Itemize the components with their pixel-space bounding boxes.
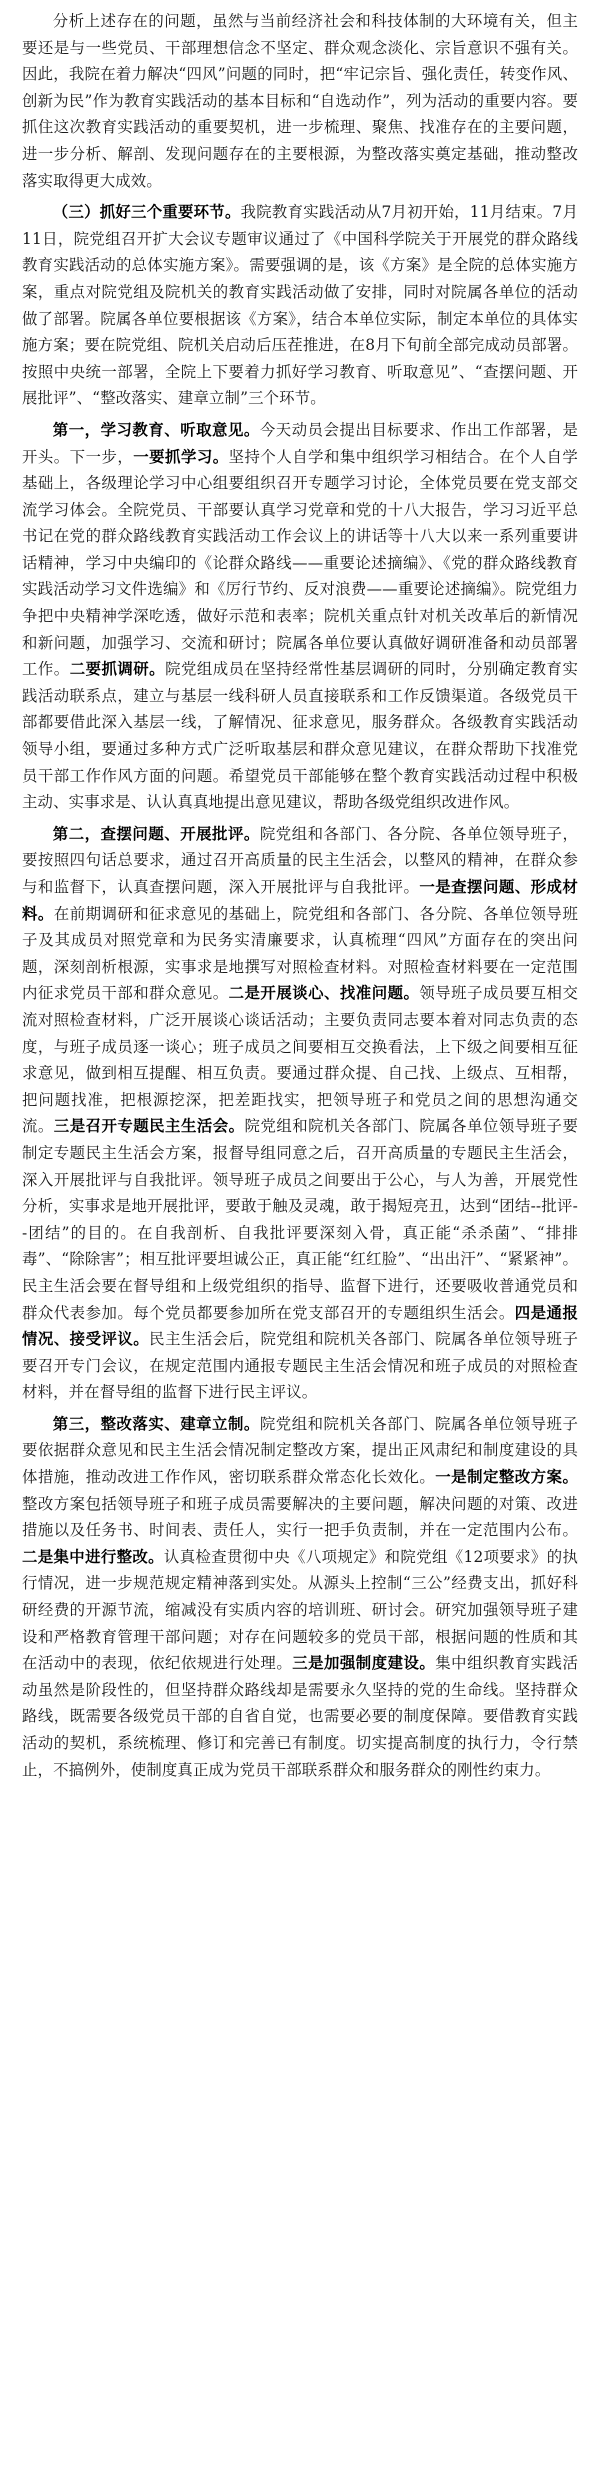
item-heading: 二是集中进行整改。 — [22, 1547, 164, 1566]
paragraph-text: 院党组和各部门、各分院、各单位领导班子，要按照四句话总要求，通过召开高质量的民主生活会，以整风的精神，在群众参与和监督下，认真查摆问题，深入开展批评与自我批评。 — [22, 824, 578, 896]
paragraph-text: 院党组和院机关各部门、院属各单位领导班子要依据群众意见和民主生活会情况制定整改方案，提出正风肃纪和制度建设的具体措施，推动改进工作作风，密切联系群众常态化长效化。 — [22, 1414, 578, 1487]
paragraph-three-key-links — [22, 199, 578, 412]
paragraph-text: 认真检查贯彻中央《八项规定》和院党组《12项要求》的执行情况，进一步规范规定精神落到实处。从源头上控制“三公”经费支出，抓好科研经费的开源节流，缩减没有实质内容的培训班、研讨会。研究加强领导班子建设和严格教育管理干部问题；对存在问题较多的党员干部，根据问题的性质和其在活动中的表现，依纪依规进行处理。 — [22, 1547, 578, 1673]
paragraph-text: 坚持个人自学和集中组织学习相结合。在个人自学基础上，各级理论学习中心组要组织召开专题学习讨论，全体党员要在党支部交流学习体会。全院党员、干部要认真学习党章和党的十八大报告，学习习近平总书记在党的群众路线教育实践活动工作会议上的讲话等十八大以来一系列重要讲话精神，学习中央编印的《论群众路线——重要论述摘编》、《党的群众路线教育实践活动学习文件选编》和《厉行节约、反对浪费——重要论述摘编》。院党组力争把中央精神学深吃透，做好示范和表率；院机关重点针对机关改革后的新情况和新问题，加强学习、交流和研讨；院属各单位要认真做好调研准备和动员部署工作。 — [22, 447, 578, 679]
paragraph-text: 我院教育实践活动从7月初开始，11月结束。7月11日，院党组召开扩大会议专题审议通过了《中国科学院关于开展党的群众路线教育实践活动的总体实施方案》。需要强调的是，该《方案》是全院的总体实施方案，重点对院党组及院机关的教育实践活动做了安排，同时对院属各单位的活动做了部署。院属各单位要根据该《方案》，结合本单位实际，制定本单位的具体实施方案；要在院党组、院机关启动后压茬推进，在8月下旬前全部完成动员部署。按照中央统一部署，全院上下要着力抓好学习教育、听取意见”、“查摆问题、开展批评”、“整改落实、建章立制”三个环节。 — [22, 203, 578, 408]
item-heading: 四是通报情况、接受评议。 — [22, 1303, 578, 1349]
step-heading: 第二，查摆问题、开展批评。 — [52, 824, 260, 843]
step-heading: 第三，整改落实、建章立制。 — [52, 1414, 260, 1433]
paragraph-problem-analysis — [22, 8, 578, 194]
paragraph-find-problems-and-criticism — [22, 821, 578, 1406]
item-heading: 三是加强制度建设。 — [292, 1654, 436, 1673]
paragraph-text: 民主生活会后，院党组和院机关各部门、院属各单位领导班子要召开专门会议，在规定范围内通报专题民主生活会情况和班子成员的对照检查材料，并在督导组的监督下进行民主评议。 — [22, 1330, 578, 1402]
item-heading: 三是召开专题民主生活会。 — [53, 1117, 245, 1136]
paragraph-study-and-listen — [22, 417, 578, 816]
paragraph-text: 院党组和院机关各部门、院属各单位领导班子要制定专题民主生活会方案，报督导组同意之后，召开高质量的专题民主生活会，深入开展批评与自我批评。领导班子成员之间要出于公心，与人为善，开展党性分析，实事求是地开展批评，要敢于触及灵魂，敢于揭短亮丑，达到“团结--批评--团结”的目的。在自我剖析、自我批评要深刻入骨，真正能“杀杀菌”、“排排毒”、“除除害”；相互批评要坦诚公正，真正能“红红脸”、“出出汗”、“紧紧神”。民主生活会要在督导组和上级党组织的指导、监督下进行，还要吸收普通党员和群众代表参加。每个党员都要参加所在党支部召开的专题组织生活会。 — [22, 1117, 578, 1322]
section-heading: （三）抓好三个重要环节。 — [52, 203, 241, 222]
item-heading: 一是查摆问题、形成材料。 — [22, 878, 578, 923]
paragraph-text: 整改方案包括领导班子和班子成员需要解决的主要问题，解决问题的对策、改进措施以及任务书、时间表、责任人，实行一把手负责制，并在一定范围内公布。 — [22, 1494, 578, 1540]
item-heading: 二要抓调研。 — [69, 660, 166, 679]
paragraph-text: 集中组织教育实践活动虽然是阶段性的，但坚持群众路线却是需要永久坚持的党的生命线。坚持群众路线，既需要各级党员干部的自省自觉，也需要必要的制度保障。要借教育实践活动的契机，系统梳理、修订和完善已有制度。切实提高制度的执行力，令行禁止，不搞例外，使制度真正成为党员干部联系群众和服务群众的刚性约束力。 — [22, 1654, 578, 1779]
paragraph-text: 领导班子成员要互相交流对照检查材料，广泛开展谈心谈话活动；主要负责同志要本着对同志负责的态度，与班子成员逐一谈心；班子成员之间要相互交换看法，上下级之间要相互征求意见，做到相互提醒、相互负责。要通过群众提、自己找、上级点、互相帮，把问题找准，把根源挖深，把差距找实，把领导班子和党员之间的思想沟通交流。 — [22, 984, 578, 1136]
paragraph-rectify-and-build-rules — [22, 1411, 578, 1783]
step-heading: 第一，学习教育、听取意见。 — [52, 420, 260, 439]
paragraph-text: 院党组成员在坚持经常性基层调研的同时，分别确定教育实践活动联系点，建立与基层一线科研人员直接联系和工作反馈渠道。各级党员干部都要借此深入基层一线，了解情况、征求意见，服务群众。各级教育实践活动领导小组，要通过多种方式广泛听取基层和群众意见建议，在群众帮助下找准党员干部工作作风方面的问题。希望党员干部能够在整个教育实践活动过程中积极主动、实事求是、认认真真地提出意见建议，帮助各级党组织改进作风。 — [22, 660, 578, 812]
paragraph-text: 分析上述存在的问题，虽然与当前经济社会和科技体制的大环境有关，但主要还是与一些党员、干部理想信念不坚定、群众观念淡化、宗旨意识不强有关。因此，我院在着力解决“四风”问题的同时，把“牢记宗旨、强化责任，转变作风、创新为民”作为教育实践活动的基本目标和“自选动作”，列为活动的重要内容。要抓住这次教育实践活动的重要契机，进一步梳理、聚焦、找准存在的主要问题，进一步分析、解剖、发现问题存在的主要根源，为整改落实奠定基础，推动整改落实取得更大成效。 — [22, 12, 578, 190]
item-heading: 一要抓学习。 — [133, 447, 229, 466]
item-heading: 二是开展谈心、找准问题。 — [228, 984, 420, 1003]
paragraph-text: 今天动员会提出目标要求、作出工作部署，是开头。下一步， — [22, 420, 578, 466]
item-heading: 一是制定整改方案。 — [435, 1468, 578, 1487]
paragraph-text: 在前期调研和征求意见的基础上，院党组和各部门、各分院、各单位领导班子及其成员对照党章和为民务实清廉要求，认真梳理“四风”方面存在的突出问题，深刻剖析根源，实事求是地撰写对照检查材料。对照检查材料要在一定范围内征求党员干部和群众意见。 — [22, 904, 578, 1003]
